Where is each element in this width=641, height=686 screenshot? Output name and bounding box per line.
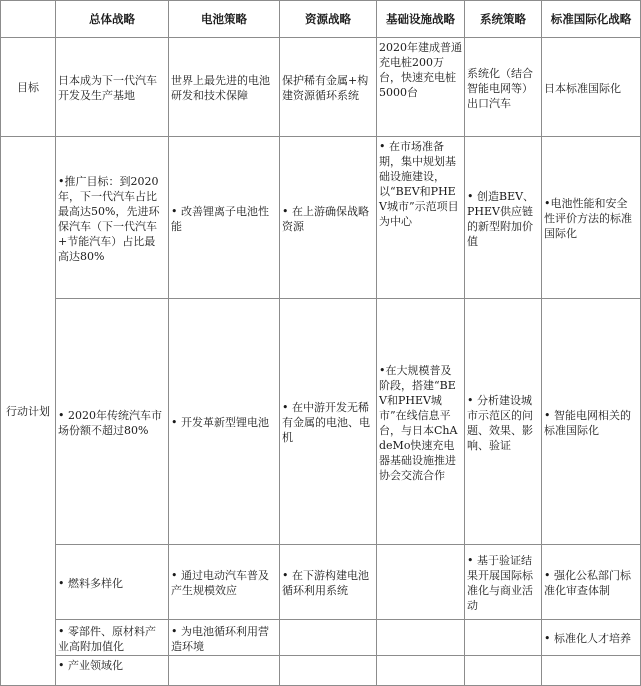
goal-cell-infrastructure: 2020年建成普通充电桩200万台，快速充电桩5000台 bbox=[377, 38, 465, 137]
goal-cell-overall: 日本成为下一代汽车开发及生产基地 bbox=[56, 38, 169, 137]
plan-cell: • 创造BEV、PHEV供应链的新型附加价值 bbox=[465, 137, 542, 299]
plan-cell: • 强化公私部门标准化审查体制 bbox=[542, 545, 641, 620]
plan-cell bbox=[377, 656, 465, 686]
goal-cell-standard: 日本标准国际化 bbox=[542, 38, 641, 137]
plan-cell: • 在下游构建电池循环利用系统 bbox=[280, 545, 377, 620]
plan-cell: • 2020年传统汽车市场份额不超过80% bbox=[56, 299, 169, 545]
header-battery-strategy: 电池策略 bbox=[169, 1, 280, 38]
goal-cell-battery: 世界上最先进的电池研发和技术保障 bbox=[169, 38, 280, 137]
plan-row-5 bbox=[1, 656, 641, 686]
plan-cell bbox=[465, 656, 542, 686]
plan-cell: •在大规模普及阶段，搭建“BEV和PHEV城市”在线信息平台，与日本ChAdeMo快速充电器基础设施推进协会交流合作 bbox=[377, 299, 465, 545]
plan-cell: • 零部件、原材料产业高附加值化 bbox=[56, 620, 169, 656]
goal-row-label: 目标 bbox=[1, 38, 56, 137]
plan-cell bbox=[465, 620, 542, 656]
plan-row-2 bbox=[1, 299, 641, 545]
plan-cell: •推广目标：到2020年，下一代汽车占比最高达50%，先进环保汽车（下一代汽车+节能汽车）占比最高达80% bbox=[56, 137, 169, 299]
plan-cell: • 燃料多样化 bbox=[56, 545, 169, 620]
goal-row bbox=[1, 38, 641, 137]
plan-cell bbox=[169, 656, 280, 686]
plan-row-label: 行动计划 bbox=[1, 137, 56, 686]
plan-cell: • 基于验证结果开展国际标准化与商业活动 bbox=[465, 545, 542, 620]
plan-cell bbox=[377, 545, 465, 620]
header-standard-intl-strategy: 标准国际化战略 bbox=[542, 1, 641, 38]
header-resource-strategy: 资源战略 bbox=[280, 1, 377, 38]
header-infrastructure-strategy: 基础设施战略 bbox=[377, 1, 465, 38]
plan-cell: • 开发革新型锂电池 bbox=[169, 299, 280, 545]
plan-cell: • 标准化人才培养 bbox=[542, 620, 641, 656]
plan-cell: • 智能电网相关的标准国际化 bbox=[542, 299, 641, 545]
goal-cell-resource: 保护稀有金属+构建资源循环系统 bbox=[280, 38, 377, 137]
plan-cell: • 在市场准备期，集中规划基础设施建设，以“BEV和PHEV城市”示范项目为中心 bbox=[377, 137, 465, 299]
plan-cell bbox=[280, 656, 377, 686]
plan-cell: • 改善锂离子电池性能 bbox=[169, 137, 280, 299]
plan-cell: •电池性能和安全性评价方法的标准国际化 bbox=[542, 137, 641, 299]
plan-cell bbox=[377, 620, 465, 656]
plan-row-3 bbox=[1, 545, 641, 620]
plan-cell bbox=[280, 620, 377, 656]
plan-cell: • 在中游开发无稀有金属的电池、电机 bbox=[280, 299, 377, 545]
plan-cell: • 通过电动汽车普及产生规模效应 bbox=[169, 545, 280, 620]
plan-row-1 bbox=[1, 137, 641, 299]
header-row bbox=[1, 1, 641, 38]
plan-cell: • 产业领域化 bbox=[56, 656, 169, 686]
goal-cell-system: 系统化（结合智能电网等）出口汽车 bbox=[465, 38, 542, 137]
plan-cell: • 分析建设城市示范区的问题、效果、影响、验证 bbox=[465, 299, 542, 545]
header-overall-strategy: 总体战略 bbox=[56, 1, 169, 38]
plan-cell bbox=[542, 656, 641, 686]
header-corner bbox=[1, 1, 56, 38]
plan-cell: • 在上游确保战略资源 bbox=[280, 137, 377, 299]
header-system-strategy: 系统策略 bbox=[465, 1, 542, 38]
plan-cell: • 为电池循环利用营造环境 bbox=[169, 620, 280, 656]
plan-row-4 bbox=[1, 620, 641, 656]
